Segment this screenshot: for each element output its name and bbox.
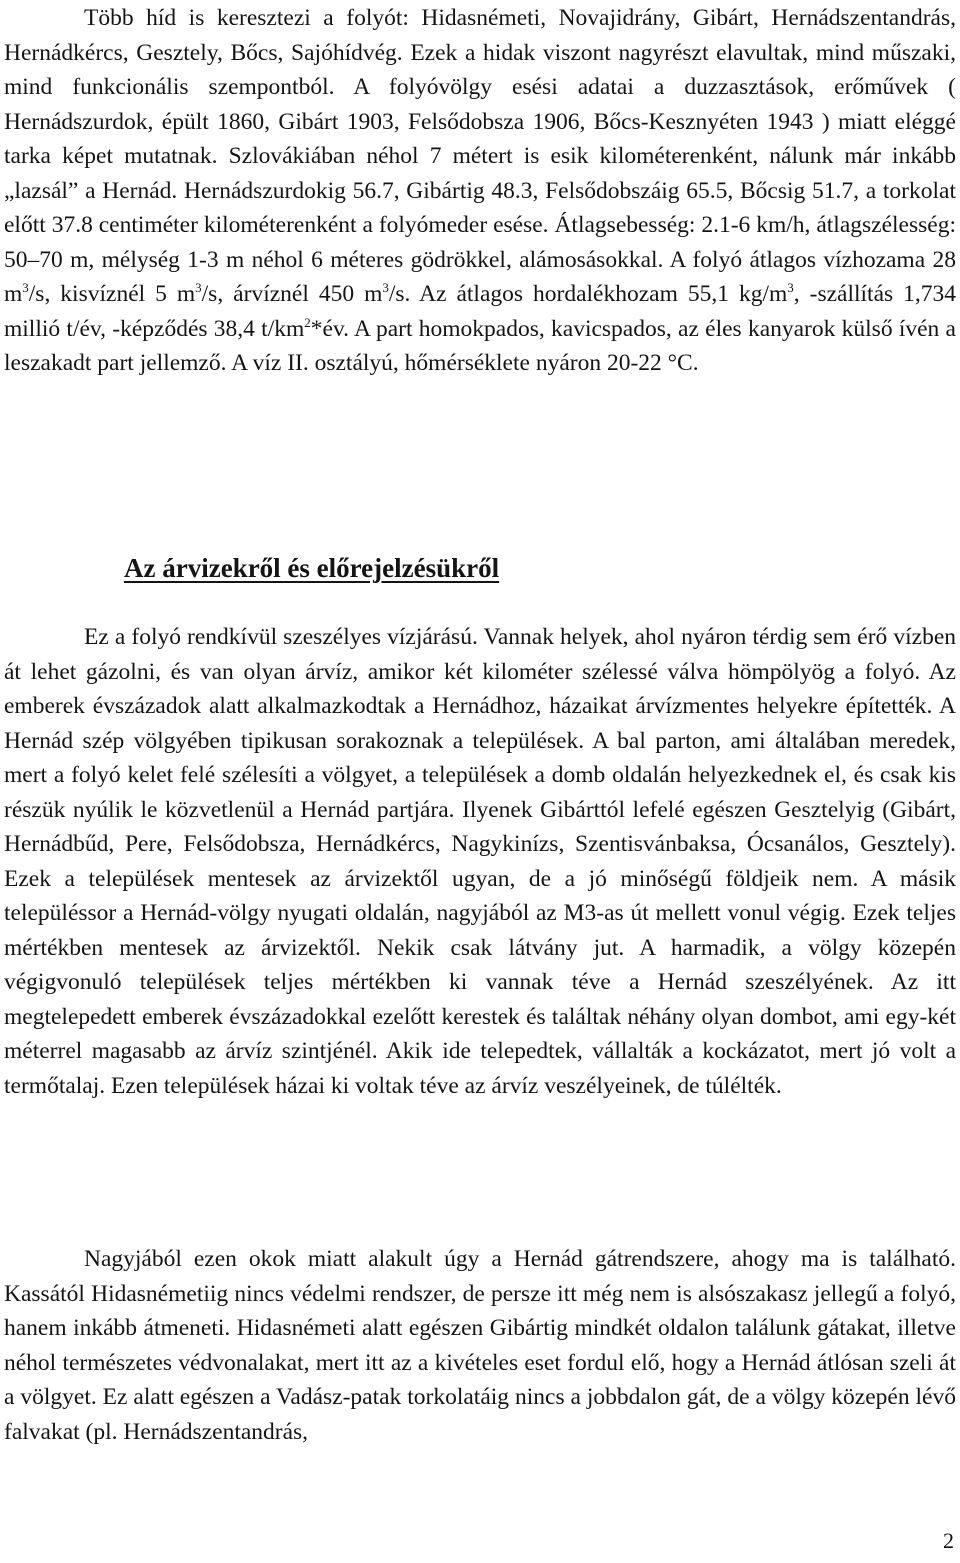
paragraph-1-text-part-3: /s, árvíznél 450 m xyxy=(201,281,383,307)
paragraph-levee-system: Nagyjából ezen okok miatt alakult úgy a Hernád gátrendszere, ahogy ma is található. Kassától Hidasnémetiig nincs védelmi rendszer, de persze itt még nem is alsószakasz jellegű a folyó, hanem inkább átmeneti. Hidasnémeti alatt egészen Gibártig mindkét oldalon találunk gátakat, illetve néhol természetes védvonalakat, mert itt az a kivételes eset fordul elő, hogy a Hernád átlósan szeli át a völgyet. Ez alatt egészen a Vadász-patak torkolatáig nincs a jobbdalon gát, de a völgy közepén lévő falvakat (pl. Hernádszentandrás, xyxy=(4,1246,956,1445)
superscript-cubed: 3 xyxy=(787,280,794,295)
superscript-cubed: 3 xyxy=(195,280,202,295)
page-number: 2 xyxy=(943,1528,954,1553)
paragraph-1-text-part-5: , -szállítás 1,734 millió t/év, -képződés 38,4 t/km xyxy=(4,281,956,342)
paragraph-1-text-part-4: /s. Az átlagos hordalékhozam 55,1 kg/m xyxy=(388,281,788,307)
superscript-cubed: 3 xyxy=(22,280,29,295)
paragraph-1-text-part-6: *év. A part homokpados, kavicspados, az éles kanyarok külső ívén a leszakadt part jellemző. A víz II. osztályú, hőmérséklete nyáron 20-22 °C. xyxy=(4,315,956,376)
superscript-cubed: 3 xyxy=(382,280,389,295)
superscript-squared: 2 xyxy=(304,314,311,330)
paragraph-1-text-part-2: /s, kisvíznél 5 m xyxy=(28,281,196,307)
section-heading: Az árvizekről és előrejelzésükről xyxy=(124,553,500,583)
paragraph-flood-behaviour: Ez a folyó rendkívül szeszélyes vízjárású. Vannak helyek, ahol nyáron térdig sem érő vízben át lehet gázolni, és van olyan árvíz, amikor két kilométer szélessé válva hömpölyög a folyó. Az emberek évszázadok alatt alkalmazkodtak a Hernádhoz, házaikat árvízmentes helyekre építették. A Hernád szép völgyében tipikusan sorakoznak a települések. A bal parton, ami általában meredek, mert a folyó kelet felé szélesíti a völgyet, a települések a domb oldalán helyezkednek el, és csak kis részük nyúlik le közvetlenül a Hernád partjára. Ilyenek Gibárttól lefelé egészen Gesztelyig (Gibárt, Hernádbűd, Pere, Felsődobsza, Hernádkércs, Nagykinízs, Szentisvánbaksa, Ócsanálos, Gesztely). Ezek a települések mentesek az árvizektől ugyan, de a jó minőségű földjeik nem. A másik településsor a Hernád-völgy nyugati oldalán, nagyjából az M3-as út mellett vonul végig. Ezek teljes mértékben mentesek az árvizektől. Nekik csak látvány jut. A harmadik, a völgy közepén végigvonuló települések teljes mértékben ki vannak téve a Hernád szeszélyének. Az itt megtelepedett emberek évszázadokkal ezelőtt kerestek és találtak néhány olyan dombot, ami egy-két méterrel magasabb az árvíz szintjénél. Akik ide telepedtek, vállalták a kockázatot, mert jó volt a termőtalaj. Ezen települések házai ki voltak téve az árvíz veszélyeinek, de túlélték. xyxy=(4,624,956,1099)
paragraph-bridges-and-river-data xyxy=(4,1,956,381)
paragraph-1-text-part-1: Több híd is keresztezi a folyót: Hidasnémeti, Novajidrány, Gibárt, Hernádszentandrás, Hernádkércs, Gesztely, Bőcs, Sajóhídvég. Ezek a hidak viszont nagyrészt elavultak, mind műszaki, mind funkcionális szempontból. A folyóvölgy esési adatai a duzzasztások, erőművek ( Hernádszurdok, épült 1860, Gibárt 1903, Felsődobsza 1906, Bőcs-Kesznyéten 1943 ) miatt eléggé tarka képet mutatnak. Szlovákiában néhol 7 métert is esik kilométerenként, nálunk már inkább „lazsál” a Hernád. Hernádszurdokig 56.7, Gibártig 48.3, Felsődobszáig 65.5, Bőcsig 51.7, a torkolat előtt 37.8 centiméter kilométerenként a folyómeder esése. Átlagsebesség: 2.1-6 km/h, átlagszélesség: 50–70 m, mélység 1-3 m néhol 6 méteres gödrökkel, alámosásokkal. A folyó átlagos vízhozama 28 m xyxy=(4,5,956,307)
